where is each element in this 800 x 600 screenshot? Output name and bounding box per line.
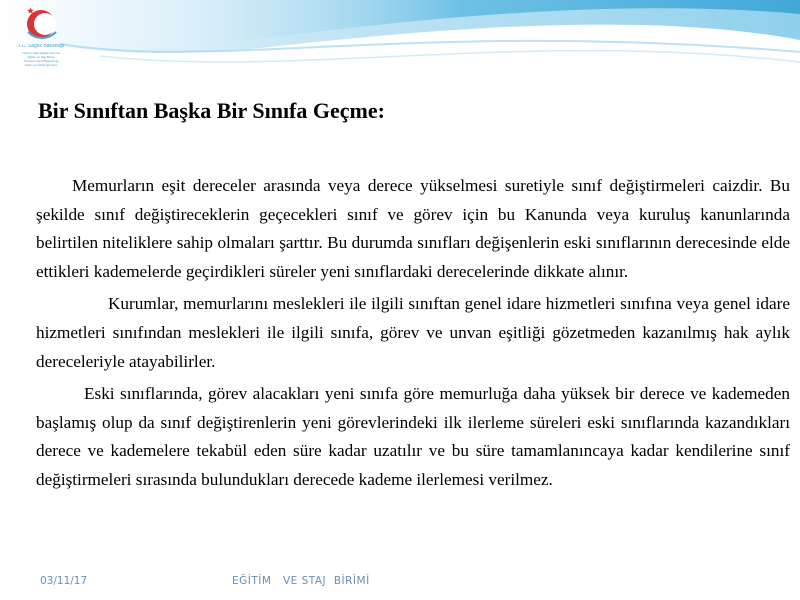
body-paragraph: Kurumlar, memurlarını meslekleri ile ilgili sınıftan genel idare hizmetleri sınıfına veya genel idare hizmetleri sınıfından meslekleri ile ilgili sınıfa, görev ve unvan eşitliği gözetmeden kazanılmış hak aylık dereceleriyle atayabilirler. (36, 294, 790, 371)
logo-sub-line: Personel Daire Başkanlığı (23, 59, 59, 63)
slide-body (36, 172, 790, 495)
ministry-logo (8, 4, 74, 66)
slide-title: Bir Sınıftan Başka Bir Sınıfa Geçme: (38, 98, 385, 123)
body-paragraph: Eski sınıflarında, görev alacakları yeni sınıfa göre memurluğa daha yüksek bir derece ve kademeden başlamış olup da sınıf değiştirenlerin yeni görevlerindeki ilk ilerleme süreleri eski sınıflarında kazandıkları derece ve kademelere tekabül eden süre kadar uzatılır ve bu süre tamamlanıncaya kadar kendilerine sınıf değiştirmeleri sırasında bulundukları derecede kademe ilerlemesi verilmez. (36, 384, 790, 489)
logo-sub-line: Eğitim ve Staj Birimi (27, 55, 55, 59)
logo-sub-line: Türkiye Halk Sağlığı Kurumu (21, 51, 61, 55)
logo-org-name: T.C. Sağlık Bakanlığı (17, 44, 65, 48)
crescent-star-icon (8, 4, 74, 44)
header-wave-decoration (0, 0, 800, 90)
logo-sub-line: Kadro ve Özlük İşlemleri (24, 63, 58, 67)
slide-footer (0, 572, 800, 592)
footer-unit-name: EĞİTİM VE STAJ BİRİMİ (232, 575, 370, 587)
footer-date: 03/11/17 (40, 575, 88, 587)
body-paragraph: Memurların eşit dereceler arasında veya derece yükselmesi suretiyle sınıf değiştirmeleri caizdir. Bu şekilde sınıf değiştireceklerin geçecekleri sınıf ve görev için bu Kanunda veya kuruluş kanunlarında belirtilen niteliklere sahip olmaları şarttır. Bu durumda sınıfları değişenlerin eski sınıflarının derecesinde elde ettikleri kademelerde geçirdikleri süreler yeni sınıflardaki derecelerinde dikkate alınır. (36, 176, 790, 281)
